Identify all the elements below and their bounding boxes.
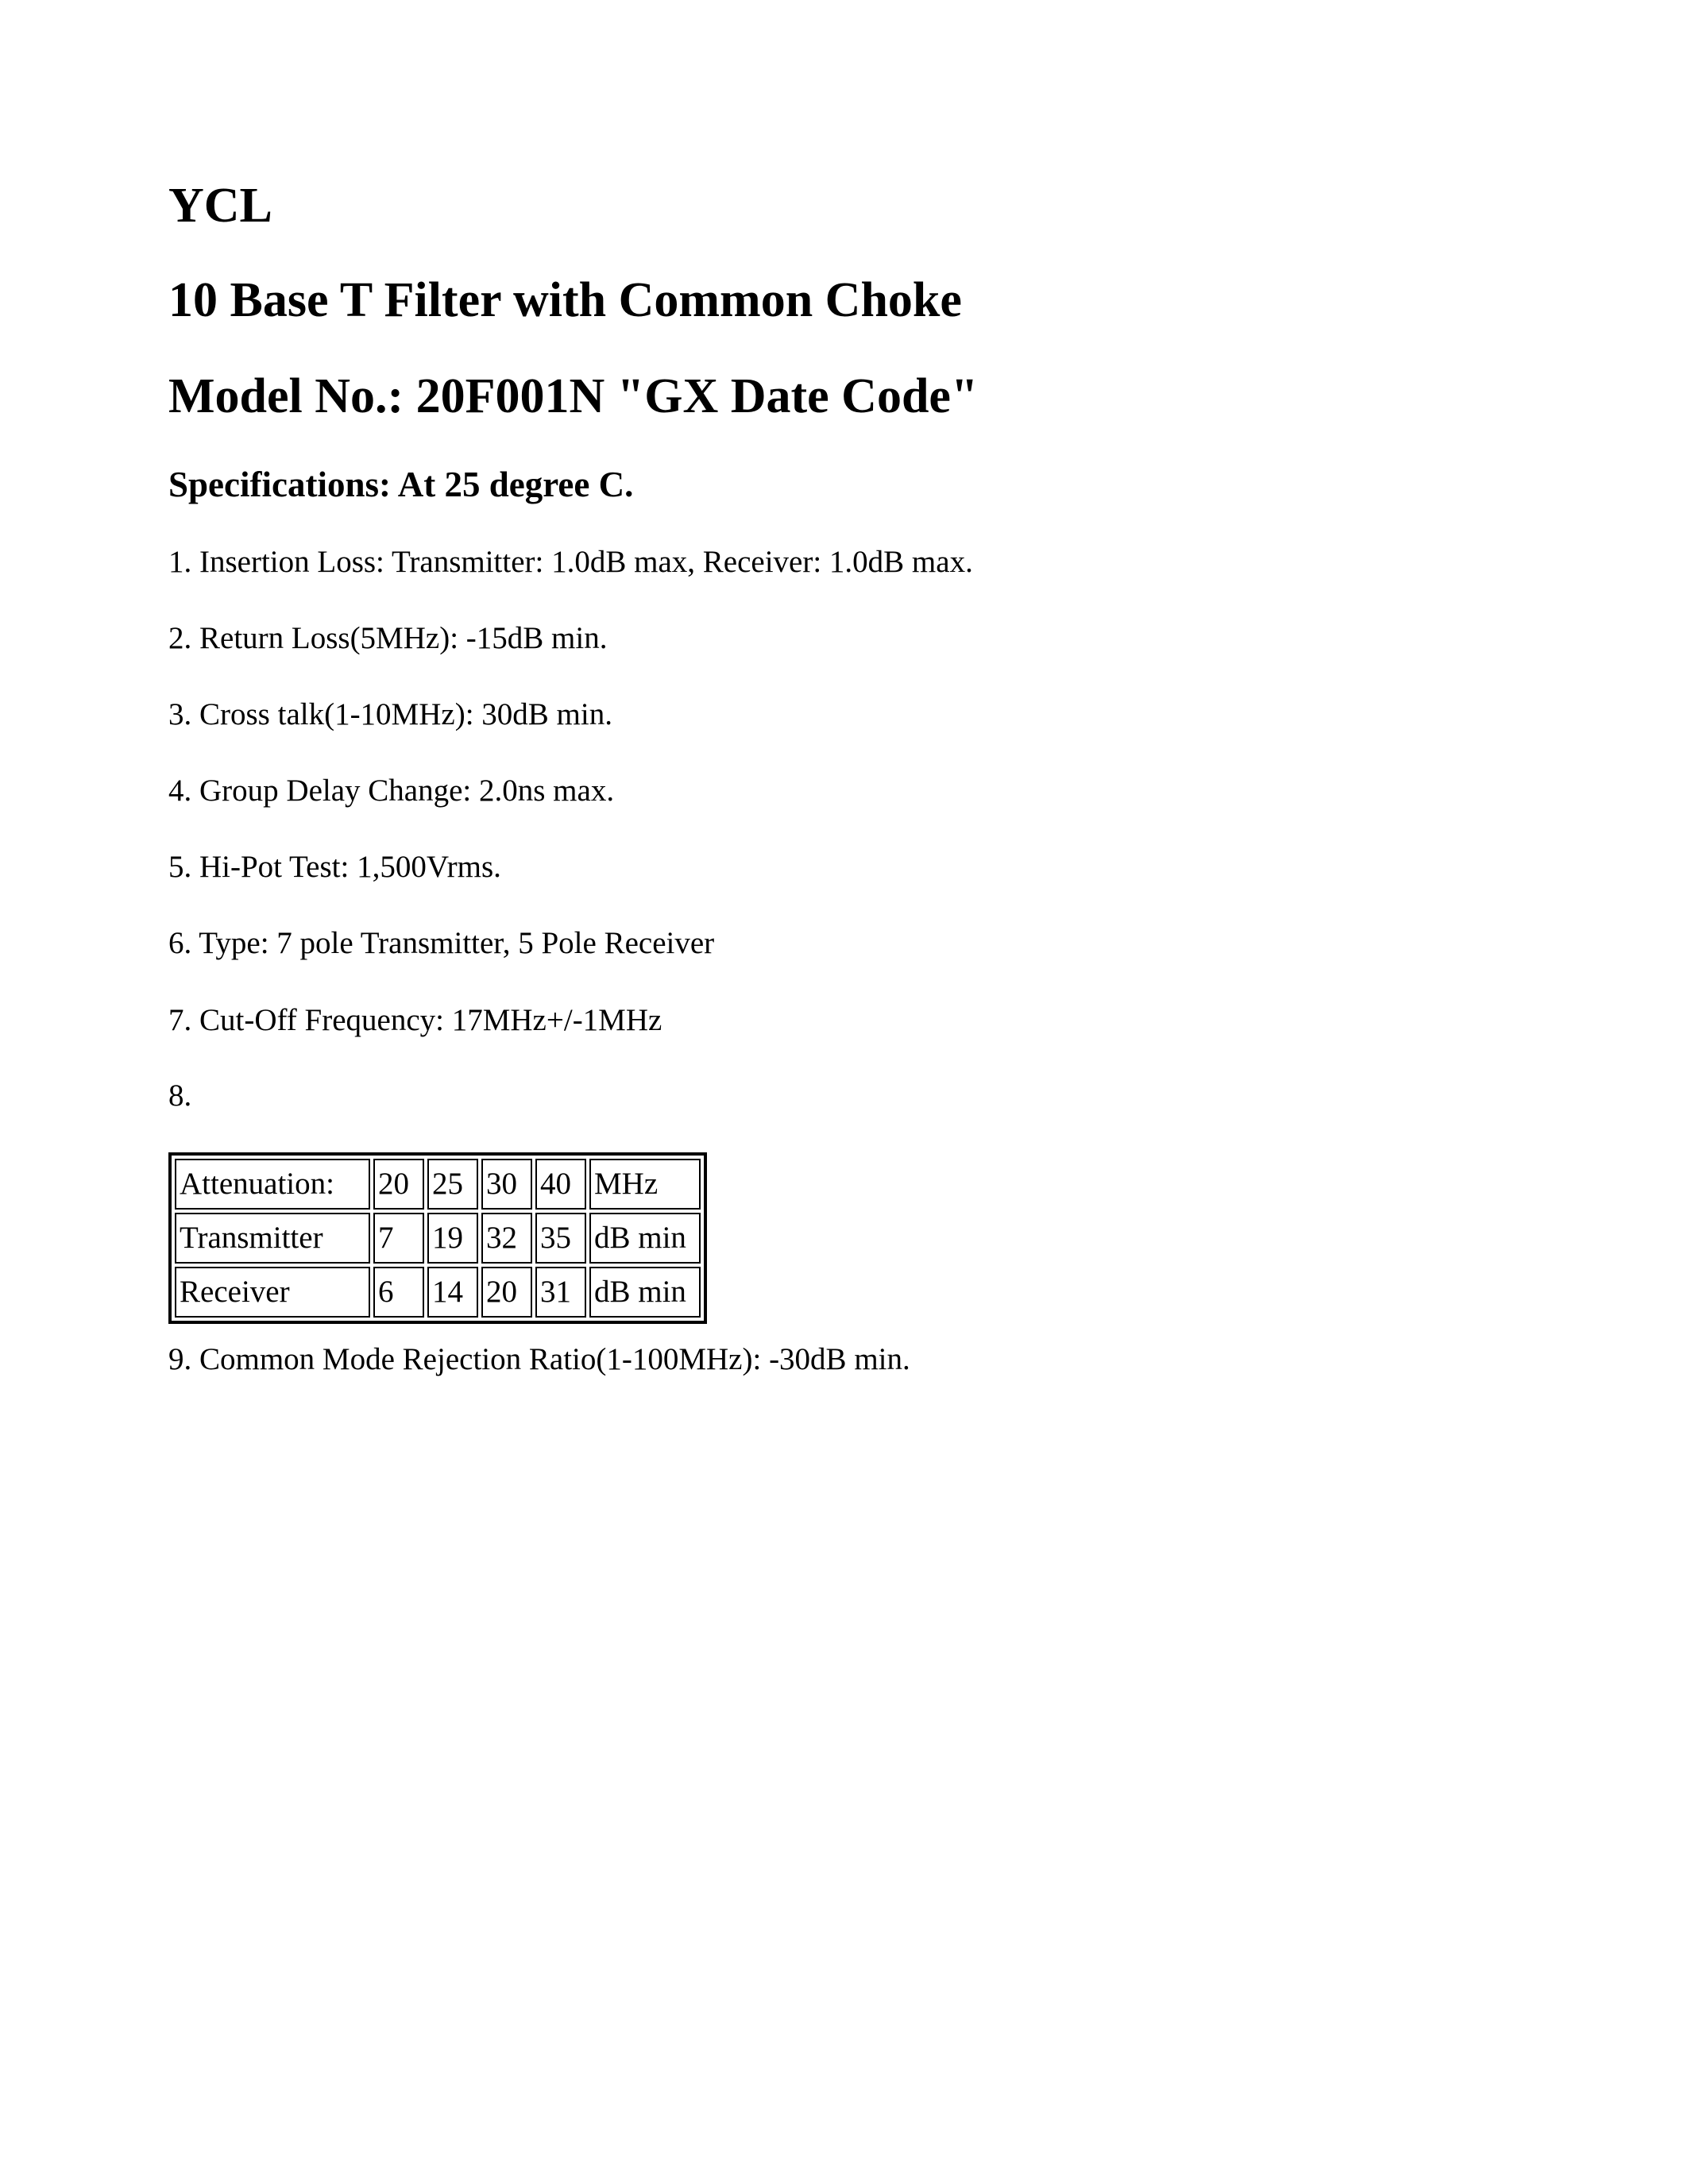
spec-item: 3. Cross talk(1-10MHz): 30dB min. xyxy=(168,697,612,731)
table-cell: MHz xyxy=(589,1159,701,1210)
spec-item: 8. xyxy=(168,1078,192,1113)
product-title: 10 Base T Filter with Common Choke xyxy=(168,273,962,327)
table-cell: 19 xyxy=(427,1213,478,1264)
table-cell: 32 xyxy=(481,1213,532,1264)
table-cell: 14 xyxy=(427,1267,478,1318)
model-number: Model No.: 20F001N "GX Date Code" xyxy=(168,369,979,423)
table-row xyxy=(175,1213,701,1264)
table-cell: Attenuation: xyxy=(175,1159,370,1210)
table-cell: 35 xyxy=(535,1213,586,1264)
spec-item: 1. Insertion Loss: Transmitter: 1.0dB max, Receiver: 1.0dB max. xyxy=(168,545,973,579)
spec-item: 2. Return Loss(5MHz): -15dB min. xyxy=(168,621,608,655)
spec-item: 9. Common Mode Rejection Ratio(1-100MHz): -30dB min. xyxy=(168,1342,910,1376)
table-cell: dB min xyxy=(589,1267,701,1318)
table-cell: 20 xyxy=(481,1267,532,1318)
table-cell: 6 xyxy=(373,1267,424,1318)
spec-item: 5. Hi-Pot Test: 1,500Vrms. xyxy=(168,850,501,884)
table-cell: Transmitter xyxy=(175,1213,370,1264)
table-cell: 31 xyxy=(535,1267,586,1318)
table-cell: Receiver xyxy=(175,1267,370,1318)
spec-item: 6. Type: 7 pole Transmitter, 5 Pole Receiver xyxy=(168,926,715,960)
specifications-heading: Specifications: At 25 degree C. xyxy=(168,465,634,504)
attenuation-table xyxy=(168,1152,707,1324)
table-cell: dB min xyxy=(589,1213,701,1264)
table-cell: 30 xyxy=(481,1159,532,1210)
table-cell: 25 xyxy=(427,1159,478,1210)
company-heading: YCL xyxy=(168,179,272,233)
table-cell: 20 xyxy=(373,1159,424,1210)
spec-item: 4. Group Delay Change: 2.0ns max. xyxy=(168,774,615,808)
spec-item: 7. Cut-Off Frequency: 17MHz+/-1MHz xyxy=(168,1003,662,1037)
table-cell: 40 xyxy=(535,1159,586,1210)
table-row xyxy=(175,1267,701,1318)
table-row xyxy=(175,1159,701,1210)
table-cell: 7 xyxy=(373,1213,424,1264)
